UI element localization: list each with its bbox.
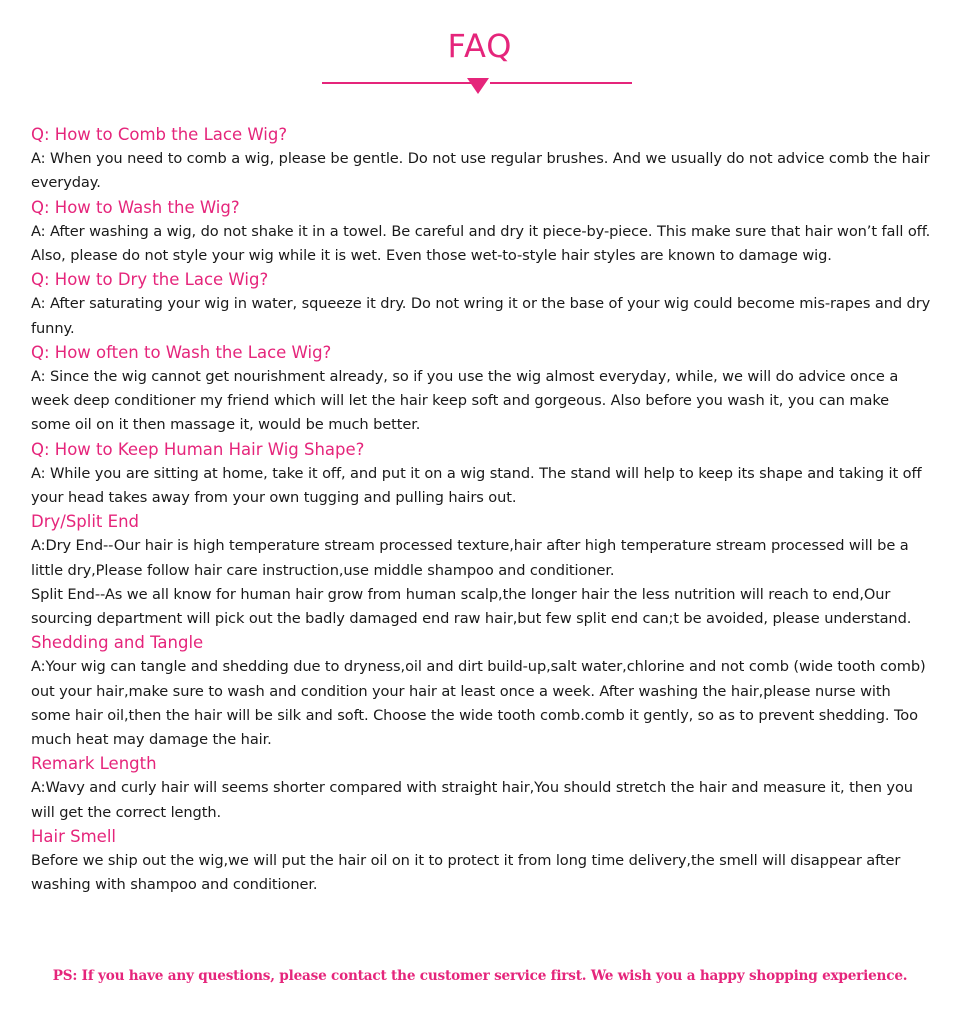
faq-item [31,341,931,438]
faq-answer: A: When you need to comb a wig, please be gentle. Do not use regular brushes. And we usually do not advice comb the hair everyday. [31,150,930,192]
title-divider-left [322,82,472,84]
faq-answer: Before we ship out the wig,we will put the hair oil on it to protect it from long time delivery,the smell will disappear after washing with shampoo and conditioner. [31,852,901,894]
faq-item [31,752,931,825]
faq-question: Q: How to Wash the Wig? [31,197,240,217]
faq-item [31,123,931,196]
faq-question: Dry/Split End [31,512,139,532]
faq-item [31,196,931,269]
faq-answer: A:Dry End--Our hair is high temperature stream processed texture,hair after high temperature stream processed will be a little dry,Please follow hair care instruction,use middle shampoo and conditioner. [31,537,909,579]
faq-answer: A: Since the wig cannot get nourishment already, so if you use the wig almost everyday, while, we will do advice once a week deep conditioner my friend which will let the hair keep soft and gorgeous. Also before you wash it, you can make some oil on it then massage it, would be much better. [31,368,899,434]
faq-answer: A: After washing a wig, do not shake it in a towel. Be careful and dry it piece-by-piece. This make sure that hair won’t fall off. Also, please do not style your wig while it is wet. Even those wet-to-style hair styles are known to damage wig. [31,222,931,265]
faq-question: Q: How often to Wash the Lace Wig? [31,342,332,362]
faq-question: Shedding and Tangle [31,633,204,653]
faq-question: Q: How to Keep Human Hair Wig Shape? [31,439,365,459]
faq-item [31,268,931,341]
faq-list [31,123,931,898]
faq-question: Remark Length [31,754,157,774]
faq-answer: A:Wavy and curly hair will seems shorter compared with straight hair,You should stretch the hair and measure it, then you will get the correct length. [31,779,913,821]
faq-item [31,438,931,511]
faq-question: Q: How to Comb the Lace Wig? [31,125,288,144]
faq-answer: Split End--As we all know for human hair grow from human scalp,the longer hair the less nutrition will reach to end,Our sourcing department will pick out the badly damaged end raw hair,but few split end can;t be avoided, please understand. [31,585,912,628]
faq-answer: A: After saturating your wig in water, squeeze it dry. Do not wring it or the base of your wig could become mis-rapes and dry funny. [31,295,931,337]
faq-item [31,631,931,752]
ps-note: PS: If you have any questions, please contact the customer service first. We wish you a happy shopping experience. [52,968,908,984]
faq-item [31,510,931,631]
faq-question: Hair Smell [31,826,116,846]
page-title: FAQ [447,27,513,65]
faq-answer: A: While you are sitting at home, take it off, and put it on a wig stand. The stand will help to keep its shape and taking it off your head takes away from your own tugging and pulling hairs out. [31,464,922,507]
faq-item [31,825,931,898]
title-divider-right [490,82,632,84]
faq-header [0,0,960,110]
faq-answer: A:Your wig can tangle and shedding due to dryness,oil and dirt build-up,salt water,chlorine and not comb (wide tooth comb) out your hair,make sure to wash and condition your hair at least once a week. After washing the hair,please nurse with some hair oil,then the hair will be silk and soft. Choose the wide tooth comb.comb it gently, so as to prevent shedding. Too much heat may damage the hair. [31,658,926,749]
down-arrow-icon [467,78,489,94]
faq-question: Q: How to Dry the Lace Wig? [31,270,269,290]
